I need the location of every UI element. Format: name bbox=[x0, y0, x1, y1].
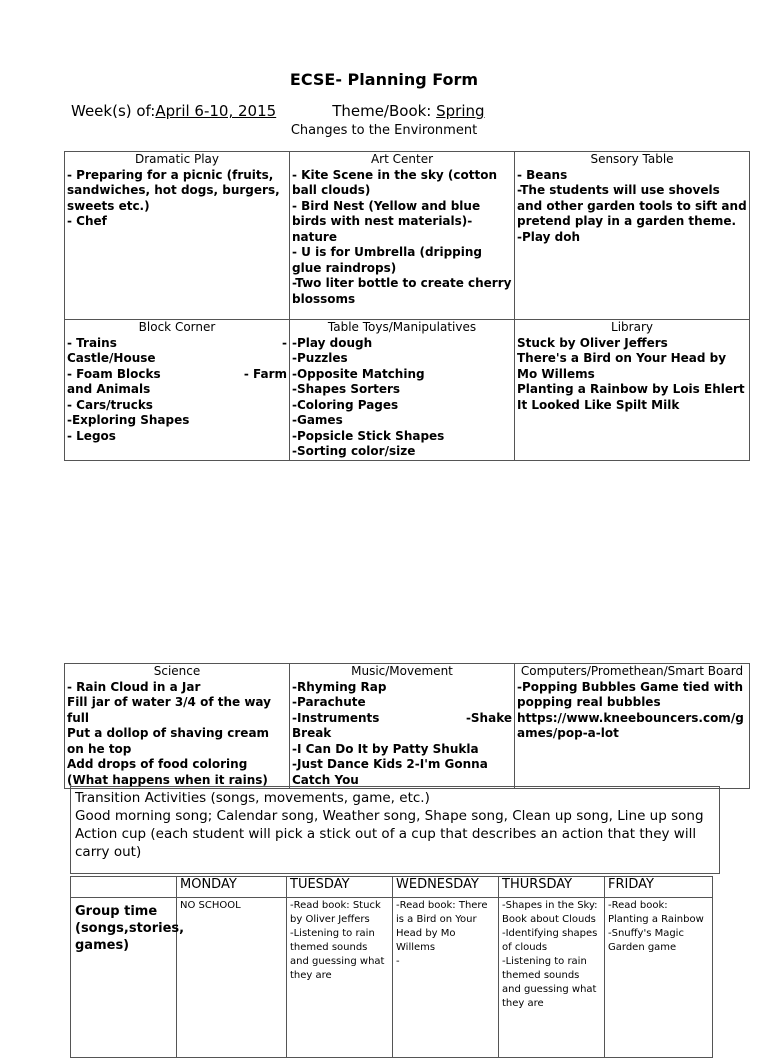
center-item: -The students will use shovels and other garden tools to sift and pretend play in a garden theme. bbox=[517, 183, 747, 228]
center-item: - Trains bbox=[67, 335, 117, 350]
week-theme-line bbox=[71, 102, 485, 120]
center-item: -Sorting color/size bbox=[292, 444, 416, 458]
center-item: and Animals bbox=[67, 382, 151, 396]
center-item: -Play doh bbox=[517, 229, 580, 244]
center-science bbox=[65, 664, 290, 789]
center-item: -Parachute bbox=[292, 695, 366, 709]
center-item: - Chef bbox=[67, 214, 107, 228]
center-item: Planting a Rainbow by Lois Ehlert bbox=[517, 382, 745, 396]
center-item: - bbox=[282, 335, 287, 350]
center-item: - U is for Umbrella (dripping glue raindrops) bbox=[292, 245, 483, 275]
center-item: -Exploring Shapes bbox=[67, 413, 190, 427]
center-item: - Legos bbox=[67, 428, 116, 443]
transition-heading: Transition Activities (songs, movements, game, etc.) bbox=[75, 790, 430, 806]
center-header: Science bbox=[153, 664, 201, 678]
theme-value: Spring bbox=[436, 102, 485, 120]
center-item: Put a dollop of shaving cream on he top bbox=[67, 726, 270, 756]
center-music-movement bbox=[290, 664, 515, 789]
transition-action-cup: Action cup (each student will pick a stick out of a cup that describes an action that they will carry out) bbox=[75, 826, 697, 860]
centers-table-top bbox=[64, 151, 750, 461]
day-header: THURSDAY bbox=[499, 877, 605, 898]
group-time-monday: NO SCHOOL bbox=[177, 898, 287, 1058]
center-item: -Opposite Matching bbox=[292, 366, 425, 381]
page-title: ECSE- Planning Form bbox=[289, 70, 479, 89]
center-header: Dramatic Play bbox=[134, 152, 220, 166]
group-time-thursday: -Shapes in the Sky: Book about Clouds -Identifying shapes of clouds -Listening to rain themed sounds and guessing what they are bbox=[499, 898, 605, 1058]
day-header: TUESDAY bbox=[287, 877, 393, 898]
center-header: Computers/Promethean/Smart Board bbox=[520, 664, 744, 678]
center-item: -Popping Bubbles Game tied with popping real bubbles bbox=[517, 679, 744, 709]
center-item: -Shake bbox=[465, 710, 512, 725]
center-item: - Bird Nest (Yellow and blue birds with nest materials)- nature bbox=[292, 198, 481, 244]
group-time-wednesday: -Read book: There is a Bird on Your Head by Mo Willems - bbox=[393, 898, 499, 1058]
center-header: Library bbox=[611, 320, 653, 334]
group-time-friday: -Read book: Planting a Rainbow -Snuffy's Magic Garden game bbox=[605, 898, 713, 1058]
center-dramatic-play bbox=[65, 152, 290, 320]
center-item: -Play dough bbox=[292, 335, 373, 350]
center-item: - Foam Blocks bbox=[67, 366, 161, 381]
center-item: - Rain Cloud in a Jar bbox=[67, 679, 201, 694]
center-header: Table Toys/Manipulatives bbox=[327, 320, 477, 334]
center-item: - Preparing for a picnic (fruits, sandwiches, hot dogs, burgers, sweets etc.) bbox=[67, 167, 280, 213]
center-item: - Cars/trucks bbox=[67, 397, 153, 412]
center-item: -Games bbox=[292, 413, 343, 427]
weekly-schedule-table bbox=[70, 876, 713, 1058]
center-item: -Instruments bbox=[292, 710, 380, 725]
center-art bbox=[290, 152, 515, 320]
center-item: -Coloring Pages bbox=[292, 397, 399, 412]
center-library bbox=[515, 320, 750, 461]
center-header: Music/Movement bbox=[351, 664, 453, 678]
center-item: -Puzzles bbox=[292, 351, 348, 365]
center-item: -Just Dance Kids 2-I'm Gonna Catch You bbox=[292, 757, 488, 787]
center-item: -Shapes Sorters bbox=[292, 382, 401, 396]
center-header: Block Corner bbox=[138, 320, 216, 334]
center-table-toys bbox=[290, 320, 515, 461]
center-item: - Farm bbox=[243, 366, 287, 381]
center-item: (What happens when it rains) bbox=[67, 772, 268, 787]
centers-table-bottom bbox=[64, 663, 750, 789]
center-item: - Kite Scene in the sky (cotton ball clouds) bbox=[292, 167, 498, 197]
center-item: There's a Bird on Your Head by Mo Willems bbox=[517, 351, 727, 381]
center-item: -Popsicle Stick Shapes bbox=[292, 428, 445, 443]
day-header: MONDAY bbox=[177, 877, 287, 898]
transition-songs: Good morning song; Calendar song, Weather song, Shape song, Clean up song, Line up song bbox=[75, 808, 704, 824]
center-item: Break bbox=[292, 726, 332, 740]
theme-label: Theme/Book: bbox=[332, 102, 437, 120]
center-sensory bbox=[515, 152, 750, 320]
center-item: Stuck by Oliver Jeffers bbox=[517, 335, 668, 350]
center-computers bbox=[515, 664, 750, 789]
center-link[interactable]: https://www.kneebouncers.com/games/pop-a-lot bbox=[517, 710, 744, 740]
center-item: Fill jar of water 3/4 of the way full bbox=[67, 695, 271, 725]
center-item: -Two liter bottle to create cherry blossoms bbox=[292, 276, 512, 306]
center-item: -I Can Do It by Patty Shukla bbox=[292, 741, 479, 756]
schedule-corner bbox=[71, 877, 177, 898]
page-subtitle: Changes to the Environment bbox=[290, 123, 478, 138]
day-header: WEDNESDAY bbox=[393, 877, 499, 898]
center-item: Castle/House bbox=[67, 351, 156, 365]
day-header: FRIDAY bbox=[605, 877, 713, 898]
week-value: April 6-10, 2015 bbox=[155, 102, 277, 120]
transition-activities bbox=[70, 786, 720, 874]
center-item: Add drops of food coloring bbox=[67, 757, 248, 771]
week-label: Week(s) of: bbox=[71, 102, 156, 120]
center-item: It Looked Like Spilt Milk bbox=[517, 397, 680, 412]
group-time-label: Group time (songs,stories, games) bbox=[71, 898, 177, 1058]
center-item: - Beans bbox=[517, 167, 568, 182]
group-time-tuesday: -Read book: Stuck by Oliver Jeffers -Listening to rain themed sounds and guessing what they are bbox=[287, 898, 393, 1058]
center-header: Art Center bbox=[370, 152, 434, 166]
center-header: Sensory Table bbox=[590, 152, 674, 166]
center-item: -Rhyming Rap bbox=[292, 679, 387, 694]
center-block-corner bbox=[65, 320, 290, 461]
